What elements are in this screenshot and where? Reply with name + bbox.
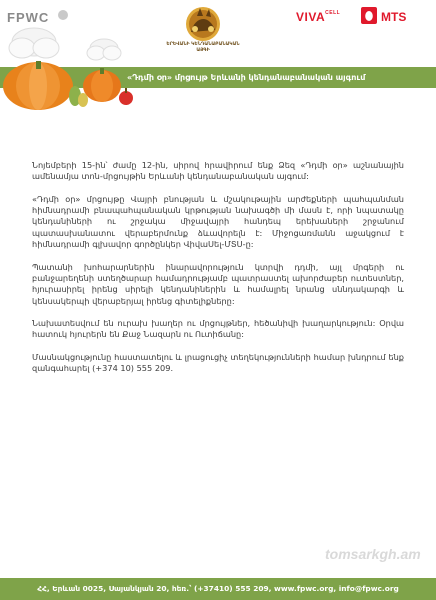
mts-logo-text: MTS bbox=[381, 10, 407, 24]
small-pumpkin-icon bbox=[83, 68, 121, 102]
fpwc-logo-mark bbox=[58, 10, 68, 20]
footer bbox=[0, 578, 436, 600]
yellow-gourd-icon bbox=[78, 93, 88, 107]
fpwc-logo-text: FPWC bbox=[7, 10, 50, 25]
vivacell-logo bbox=[296, 10, 340, 24]
paragraph-contact: Մասնակցությունը հաստատելու և լրացուցիչ տեղեկությունների համար խնդրում ենք զանգահարել (+374 10) 555 209. bbox=[32, 352, 404, 374]
footer-address: ՀՀ, Երևան 0025, Սայանկյան 20, հեռ.՝ (+37410) 555 209, www.fpwc.org, info@fpwc.org bbox=[37, 584, 399, 593]
big-pumpkin-icon bbox=[3, 61, 73, 110]
paragraph-about: «Դդմի օր» մրցույթը Վայրի բնության և մշակութային արժեքների պահպանման հիմնադրամի բնապահպանական կրթության նախագծի մի մասն է, որի նպատակը կենդանիների ու շրջակա միջավայրի հանդեպ երեխաների շրջանում պատասխանատու վերաբերմունք ձևավորելն է: Միջոցառմանն աջակցում է հիմնադրամի գլխավոր գործընկեր ՎիվաՍել-ՄՏՍ-ը: bbox=[32, 193, 404, 250]
header bbox=[0, 0, 436, 118]
vivacell-logo-sup: CELL bbox=[325, 10, 341, 16]
zoo-logo-text: ԵՐԵՎԱՆԻ ԿԵՆԴԱՆԱԲԱՆԱԿԱՆ ԱՅԳԻ bbox=[166, 42, 240, 53]
page-title: «Դդմի օր» մրցույթ Երևանի կենդանաբանական այգում bbox=[127, 73, 366, 82]
zoo-logo-icon bbox=[173, 4, 233, 66]
pumpkins-illustration bbox=[0, 22, 140, 112]
paragraph-date: Նոյեմբերի 15-ին՝ ժամը 12-ին, սիրով հրավիրում ենք Ձեզ «Դդմի օր» աշնանային ամենամյա տոն-մրցույթին Երևանի կենդանաբանական այգում: bbox=[32, 160, 404, 182]
paragraph-cooks: Պատանի խոհարարներին ինարավորություն կտրվի դդմի, այլ մրգերի ու բանջարեղենի ստեղծարար համադրությամբ պատրաստել ախորժաբեր ուտեստներ, հյուրասիրել իրենց սիրելի կենդանիներին և համալրել նրանց սննդակարգի և կենսակերպի վերաբերյալ իրենց գիտելիքները: bbox=[32, 261, 404, 306]
apple-icon bbox=[119, 88, 133, 105]
chef-hat-icon bbox=[9, 28, 59, 58]
watermark: tomsarkgh.am bbox=[325, 546, 421, 562]
mts-logo-icon bbox=[361, 7, 377, 24]
mts-egg-icon bbox=[361, 7, 377, 24]
letter-body bbox=[32, 160, 404, 386]
paragraph-games: Նախատեսվում են ուրախ խաղեր ու մրցույթներ, հեծանիվի խաղարկություն: Օրվա հատուկ հյուրերն են Քաջ Նազարն ու Ուտիճանը: bbox=[32, 318, 404, 340]
vivacell-logo-text: VIVA bbox=[296, 10, 326, 24]
chef-hat-small-icon bbox=[87, 39, 121, 60]
